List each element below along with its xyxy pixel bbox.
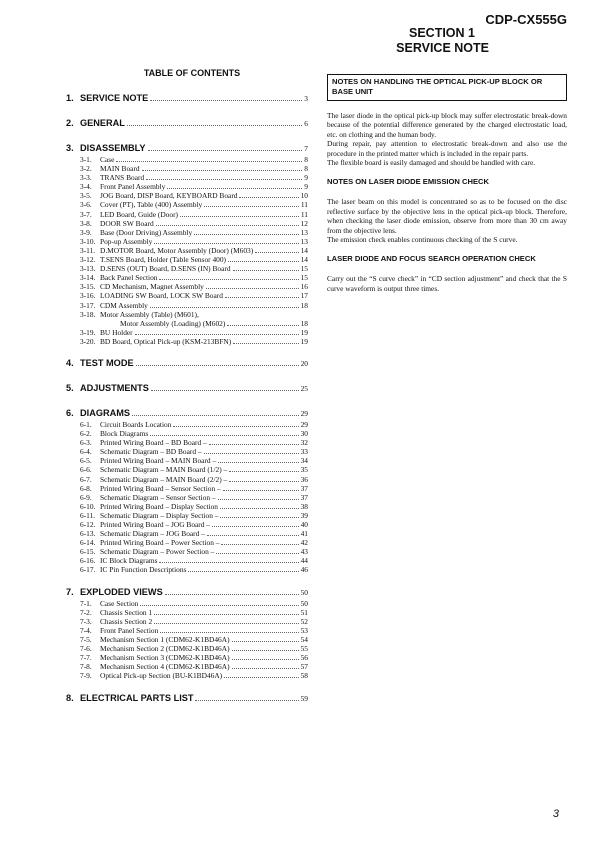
- toc-entry-page: 40: [300, 520, 308, 529]
- toc-leader-dots: [127, 125, 302, 126]
- toc-entry-page: 12: [300, 218, 308, 228]
- toc-entry-number: 3-20.: [80, 336, 96, 346]
- toc-entry-number: 7-3.: [80, 616, 92, 626]
- emission-paragraph: The laser beam on this model is concentrated so as to be focused on the disc reflective surface by the objective lens in the optical pick-up block. Therefore, when checking the laser diode emission, observe from more than 30 cm away from the objective lens.: [327, 197, 567, 235]
- toc-leader-dots: [146, 179, 302, 180]
- toc-leader-dots: [216, 553, 298, 554]
- toc-entry-number: 3-13.: [80, 264, 96, 274]
- toc-leader-dots: [206, 288, 299, 289]
- toc-entry[interactable]: [66, 484, 308, 493]
- toc-chapter-label: DIAGRAMS: [80, 407, 131, 418]
- toc-leader-dots: [218, 499, 299, 500]
- toc-entry-page: 11: [300, 200, 308, 210]
- toc-entry-label: D.MOTOR Board, Motor Assembly (Door) (M603): [100, 245, 254, 255]
- toc-list: [66, 93, 308, 705]
- toc-entry[interactable]: [66, 337, 308, 346]
- handling-paragraph: During repair, pay attention to electrostatic break-down and also use the procedure in the printed matter which is included in the repair parts.: [327, 139, 567, 158]
- toc-entry[interactable]: [66, 301, 308, 310]
- toc-entry-number: 3-19.: [80, 327, 96, 337]
- toc-entry-label: Chassis Section 2: [100, 616, 153, 626]
- toc-entry-page: 8: [304, 164, 308, 174]
- focus-search-heading: LASER DIODE AND FOCUS SEARCH OPERATION CHECK: [327, 254, 536, 264]
- toc-entry-label: Printed Wiring Board – Display Section: [100, 501, 219, 511]
- toc-entry[interactable]: [66, 475, 308, 484]
- toc-leader-dots: [239, 197, 298, 198]
- toc-entry-label: Motor Assembly (Loading) (M602): [120, 318, 226, 328]
- toc-entry-label: Mechanism Section 4 (CDM62-K1BD46A): [100, 662, 230, 672]
- toc-entry-label: LED Board, Guide (Door): [100, 209, 178, 219]
- toc-entry-number: 3-5.: [80, 191, 92, 201]
- toc-entry-number: 6-17.: [80, 565, 96, 575]
- toc-leader-dots: [228, 261, 299, 262]
- toc-entry-page: 16: [300, 282, 308, 292]
- toc-leader-dots: [218, 462, 298, 463]
- toc-leader-dots: [150, 307, 299, 308]
- toc-entry-label: Mechanism Section 3 (CDM62-K1BD46A): [100, 653, 230, 663]
- toc-chapter[interactable]: [66, 143, 308, 155]
- toc-entry-page: 17: [300, 291, 308, 301]
- section-number: SECTION 1: [409, 26, 475, 40]
- toc-entry-page: 37: [300, 483, 308, 493]
- toc-entry-page: 46: [300, 565, 308, 575]
- toc-entry-page: 15: [300, 273, 308, 283]
- toc-entry-page: 29: [300, 419, 308, 429]
- toc-leader-dots: [159, 562, 298, 563]
- toc-entry[interactable]: [66, 502, 308, 511]
- toc-entry-label: JOG Board, DISP Board, KEYBOARD Board: [100, 191, 238, 201]
- toc-entry[interactable]: [66, 319, 308, 328]
- toc-entry-page: 42: [300, 538, 308, 548]
- toc-leader-dots: [148, 150, 303, 151]
- toc-chapter[interactable]: [66, 693, 308, 705]
- toc-entry[interactable]: [66, 219, 308, 228]
- toc-entry[interactable]: [66, 438, 308, 447]
- toc-entry[interactable]: [66, 310, 308, 319]
- handling-paragraph: The flexible board is easily damaged and should be handled with care.: [327, 158, 536, 168]
- toc-entry-page: 19: [300, 327, 308, 337]
- toc-entry[interactable]: [66, 529, 308, 538]
- toc-entry[interactable]: [66, 420, 308, 429]
- toc-entry-page: 54: [300, 634, 308, 644]
- toc-entry-label: DOOR SW Board: [100, 218, 154, 228]
- toc-entry-number: 3-12.: [80, 255, 96, 265]
- toc-entry[interactable]: [66, 255, 308, 264]
- toc-entry-page: 56: [300, 653, 308, 663]
- toc-leader-dots: [229, 471, 298, 472]
- toc-leader-dots: [159, 279, 298, 280]
- toc-entry-page: 50: [300, 598, 308, 608]
- toc-entry-page: 53: [300, 625, 308, 635]
- toc-leader-dots: [207, 535, 299, 536]
- toc-entry-label: MAIN Board: [100, 164, 140, 174]
- toc-entry-page: 58: [300, 671, 308, 681]
- toc-entry[interactable]: [66, 456, 308, 465]
- toc-entry-label: Schematic Diagram – BD Board –: [100, 447, 202, 457]
- toc-entry-number: 6-1.: [80, 419, 92, 429]
- toc-entry-number: 3-11.: [80, 245, 96, 255]
- toc-entry-number: 3-8.: [80, 218, 92, 228]
- toc-leader-dots: [140, 605, 298, 606]
- toc-leader-dots: [232, 668, 299, 669]
- toc-entry-page: 9: [304, 182, 308, 192]
- toc-leader-dots: [150, 100, 302, 101]
- service-notes: [327, 74, 567, 293]
- toc-leader-dots: [150, 435, 298, 436]
- toc-leader-dots: [165, 594, 299, 595]
- toc-chapter-page: 29: [300, 408, 308, 418]
- toc-entry-number: 6-9.: [80, 492, 92, 502]
- toc-leader-dots: [255, 252, 298, 253]
- toc-leader-dots: [180, 216, 299, 217]
- toc-entry-number: 7-9.: [80, 671, 92, 681]
- toc-entry[interactable]: [66, 328, 308, 337]
- toc-entry[interactable]: [66, 264, 308, 273]
- toc-entry-number: 3-2.: [80, 164, 92, 174]
- toc-entry-number: 3-18.: [80, 309, 96, 319]
- toc-chapter-label: EXPLODED VIEWS: [80, 586, 163, 597]
- toc-leader-dots: [132, 415, 299, 416]
- toc-entry-number: 3-4.: [80, 182, 92, 192]
- toc-entry[interactable]: [66, 547, 308, 556]
- toc-leader-dots: [225, 297, 299, 298]
- toc-entry-number: 6-13.: [80, 529, 96, 539]
- toc-entry-label: CDM Assembly: [100, 300, 148, 310]
- toc-chapter-number: 8.: [66, 693, 74, 704]
- toc-leader-dots: [154, 243, 298, 244]
- toc-entry-page: 41: [300, 529, 308, 539]
- toc-entry-label: Mechanism Section 2 (CDM62-K1BD46A): [100, 644, 230, 654]
- toc-entry-number: 6-3.: [80, 438, 92, 448]
- toc-entry[interactable]: [66, 599, 308, 608]
- toc-entry-number: 3-1.: [80, 155, 92, 164]
- toc-entry[interactable]: [66, 626, 308, 635]
- toc-entry-page: 36: [300, 474, 308, 484]
- toc-entry-page: 14: [300, 255, 308, 265]
- toc-entry[interactable]: [66, 210, 308, 219]
- toc-entry-label: Printed Wiring Board – JOG Board –: [100, 520, 211, 529]
- toc-entry-label: Motor Assembly (Table) (M601),: [100, 309, 199, 319]
- toc-entry-number: 6-14.: [80, 538, 96, 548]
- toc-entry[interactable]: [66, 447, 308, 456]
- toc-leader-dots: [209, 444, 299, 445]
- toc-chapter-page: 6: [304, 119, 308, 128]
- toc-entry-page: 19: [300, 336, 308, 346]
- toc-leader-dots: [221, 544, 298, 545]
- toc-entry[interactable]: [66, 608, 308, 617]
- toc-chapter-page: 7: [304, 144, 308, 153]
- toc-entry-label: Front Panel Section: [100, 625, 159, 635]
- toc-entry-number: 3-15.: [80, 282, 96, 292]
- toc-leader-dots: [227, 325, 298, 326]
- toc-entry-page: 9: [304, 173, 308, 183]
- toc-entry[interactable]: [66, 282, 308, 291]
- toc-entry[interactable]: [66, 228, 308, 237]
- toc-entry[interactable]: [66, 164, 308, 173]
- toc-entry-label: Schematic Diagram – MAIN Board (2/2) –: [100, 474, 228, 484]
- toc-entry-page: 55: [300, 644, 308, 654]
- toc-entry-page: 51: [300, 607, 308, 617]
- toc-entry-page: 10: [300, 191, 308, 201]
- toc-entry[interactable]: [66, 273, 308, 282]
- toc-entry[interactable]: [66, 538, 308, 547]
- toc-entry-label: Printed Wiring Board – BD Board –: [100, 438, 207, 448]
- toc-entry[interactable]: [66, 617, 308, 626]
- toc-entry-number: 6-7.: [80, 474, 92, 484]
- model-number: CDP-CX555G: [485, 12, 567, 27]
- toc-entry-label: Pop-up Assembly: [100, 236, 153, 246]
- toc-leader-dots: [204, 453, 299, 454]
- toc-chapter-page: 3: [304, 94, 308, 103]
- toc-leader-dots: [229, 481, 298, 482]
- toc-leader-dots: [232, 641, 299, 642]
- page-number: 3: [552, 808, 559, 820]
- toc-leader-dots: [220, 517, 298, 518]
- toc-entry-page: 30: [300, 429, 308, 439]
- toc-leader-dots: [195, 700, 298, 701]
- toc-leader-dots: [154, 623, 298, 624]
- toc-entry-page: 39: [300, 510, 308, 520]
- toc-leader-dots: [151, 390, 299, 391]
- toc-chapter[interactable]: [66, 587, 308, 599]
- toc-chapter-number: 2.: [66, 118, 74, 128]
- toc-entry[interactable]: [66, 246, 308, 255]
- toc-entry-number: 3-9.: [80, 227, 92, 237]
- toc-chapter-number: 5.: [66, 382, 74, 393]
- toc-entry-label: Schematic Diagram – Sensor Section –: [100, 492, 216, 502]
- toc-entry-number: 6-4.: [80, 447, 92, 457]
- toc-leader-dots: [223, 490, 299, 491]
- toc-entry-number: 6-6.: [80, 465, 92, 475]
- toc-leader-dots: [232, 659, 299, 660]
- toc-entry-number: 6-16.: [80, 556, 96, 566]
- emission-check-heading: NOTES ON LASER DIODE EMISSION CHECK: [327, 177, 490, 187]
- emission-paragraph: The emission check enables continuous checking of the S curve.: [327, 235, 518, 245]
- toc-leader-dots: [160, 632, 298, 633]
- toc-title: TABLE OF CONTENTS: [143, 68, 241, 78]
- toc-leader-dots: [116, 161, 302, 162]
- toc-entry-label: Schematic Diagram – MAIN Board (1/2) –: [100, 465, 228, 475]
- toc-leader-dots: [204, 206, 299, 207]
- toc-entry-page: 8: [304, 155, 308, 164]
- toc-entry-label: Case: [100, 155, 115, 164]
- toc-entry-number: 6-5.: [80, 456, 92, 466]
- toc-leader-dots: [233, 270, 299, 271]
- section-title: SERVICE NOTE: [396, 41, 489, 55]
- toc-entry-label: Schematic Diagram – Display Section –: [100, 510, 219, 520]
- toc-leader-dots: [135, 334, 299, 335]
- toc-entry-page: 52: [300, 616, 308, 626]
- toc-entry-page: 11: [300, 209, 308, 219]
- toc-entry-number: 3-16.: [80, 291, 96, 301]
- toc-entry-page: 15: [300, 264, 308, 274]
- toc-chapter-number: 6.: [66, 407, 74, 418]
- toc-entry-number: 6-12.: [80, 520, 96, 529]
- toc-entry-label: IC Pin Function Descriptions: [100, 565, 187, 575]
- toc-entry-label: Back Panel Section: [100, 273, 158, 283]
- toc-entry-page: 38: [300, 501, 308, 511]
- toc-leader-dots: [194, 234, 298, 235]
- toc-entry-number: 7-1.: [80, 598, 92, 608]
- toc-entry-number: 6-2.: [80, 429, 92, 439]
- toc-entry-number: 7-4.: [80, 625, 92, 635]
- toc-entry-page: 44: [300, 556, 308, 566]
- toc-entry-page: 14: [300, 245, 308, 255]
- toc-entry-label: Front Panel Assembly: [100, 182, 166, 192]
- toc-entry-page: 13: [300, 227, 308, 237]
- toc-entry[interactable]: [66, 565, 308, 574]
- toc-entry[interactable]: [66, 653, 308, 662]
- focus-search-paragraph: Carry out the “S curve check” in “CD section adjustment” and check that the S curve waveform is output three times.: [327, 274, 567, 293]
- toc-entry[interactable]: [66, 237, 308, 246]
- toc-entry-page: 34: [300, 456, 308, 466]
- toc-leader-dots: [188, 571, 298, 572]
- toc-entry-label: IC Block Diagrams: [100, 556, 158, 566]
- toc-entry-label: BD Board, Optical Pick-up (KSM-213BFN): [100, 336, 232, 346]
- toc-entry-label: Block Diagrams: [100, 429, 149, 439]
- toc-chapter[interactable]: [66, 408, 308, 420]
- table-of-contents: [66, 68, 308, 705]
- toc-leader-dots: [154, 614, 298, 615]
- toc-entry-label: Printed Wiring Board – MAIN Board –: [100, 456, 217, 466]
- toc-entry-label: Circuit Boards Location: [100, 419, 172, 429]
- toc-entry-number: 3-6.: [80, 200, 92, 210]
- toc-entry[interactable]: [66, 635, 308, 644]
- toc-entry-label: D.SENS (OUT) Board, D.SENS (IN) Board: [100, 264, 231, 274]
- toc-entry[interactable]: [66, 182, 308, 191]
- toc-entry-label: Printed Wiring Board – Power Section –: [100, 538, 220, 548]
- toc-leader-dots: [142, 170, 303, 171]
- toc-chapter-page: 20: [300, 358, 308, 368]
- toc-chapter-number: 4.: [66, 357, 74, 368]
- toc-chapter[interactable]: [66, 93, 308, 105]
- handling-notes-heading: NOTES ON HANDLING THE OPTICAL PICK-UP BLOCK OR BASE UNIT: [327, 74, 567, 101]
- toc-entry-number: 7-6.: [80, 644, 92, 654]
- toc-entry-page: 33: [300, 447, 308, 457]
- toc-entry-number: 7-2.: [80, 607, 92, 617]
- toc-entry[interactable]: [66, 200, 308, 209]
- toc-entry-label: T.SENS Board, Holder (Table Sensor 400): [100, 255, 226, 265]
- toc-entry[interactable]: [66, 644, 308, 653]
- toc-leader-dots: [220, 508, 299, 509]
- toc-entry-label: Case Section: [100, 598, 139, 608]
- toc-entry-page: 18: [300, 300, 308, 310]
- toc-entry-label: Base (Door Driving) Assembly: [100, 227, 193, 237]
- toc-entry[interactable]: [66, 429, 308, 438]
- toc-entry-number: 7-7.: [80, 653, 92, 663]
- toc-entry-page: 57: [300, 662, 308, 672]
- toc-chapter[interactable]: [66, 118, 308, 130]
- toc-leader-dots: [167, 188, 302, 189]
- toc-entry[interactable]: [66, 173, 308, 182]
- toc-entry-label: TRANS Board: [100, 173, 145, 183]
- toc-leader-dots: [232, 650, 299, 651]
- toc-chapter[interactable]: [66, 358, 308, 370]
- toc-entry[interactable]: [66, 493, 308, 502]
- toc-entry-label: LOADING SW Board, LOCK SW Board: [100, 291, 223, 301]
- toc-entry-number: 3-14.: [80, 273, 96, 283]
- toc-entry[interactable]: [66, 465, 308, 474]
- toc-entry-number: 6-8.: [80, 483, 92, 493]
- toc-entry-page: 18: [300, 318, 308, 328]
- toc-leader-dots: [136, 365, 299, 366]
- toc-entry-number: 3-3.: [80, 173, 92, 183]
- toc-chapter-label: GENERAL: [80, 118, 125, 128]
- toc-leader-dots: [233, 343, 298, 344]
- toc-chapter-label: DISASSEMBLY: [80, 143, 146, 153]
- toc-entry[interactable]: [66, 511, 308, 520]
- toc-entry-number: 6-10.: [80, 501, 96, 511]
- toc-chapter-page: 59: [300, 694, 308, 704]
- toc-chapter-number: 3.: [66, 143, 74, 153]
- toc-entry-number: 3-7.: [80, 209, 92, 219]
- toc-entry-page: 35: [300, 465, 308, 475]
- toc-entry-page: 32: [300, 438, 308, 448]
- toc-chapter-label: TEST MODE: [80, 357, 134, 368]
- toc-entry-label: BU Holder: [100, 327, 133, 337]
- toc-chapter-label: ADJUSTMENTS: [80, 382, 149, 393]
- toc-chapter-label: ELECTRICAL PARTS LIST: [80, 693, 194, 704]
- toc-chapter-number: 7.: [66, 586, 74, 597]
- toc-chapter-label: SERVICE NOTE: [80, 93, 149, 103]
- toc-chapter-page: 50: [300, 587, 308, 597]
- toc-entry[interactable]: [66, 191, 308, 200]
- toc-entry-page: 43: [300, 547, 308, 557]
- toc-entry-label: Printed Wiring Board – Sensor Section –: [100, 483, 221, 493]
- toc-entry-label: CD Mechanism, Magnet Assembly: [100, 282, 204, 292]
- toc-entry-label: Cover (PT), Table (400) Assembly: [100, 200, 203, 210]
- toc-entry[interactable]: [66, 155, 308, 164]
- toc-chapter-page: 25: [300, 383, 308, 393]
- toc-chapter[interactable]: [66, 383, 308, 395]
- toc-entry-number: 3-10.: [80, 236, 96, 246]
- toc-entry-number: 3-17.: [80, 300, 96, 310]
- toc-leader-dots: [156, 225, 299, 226]
- toc-entry-page: 37: [300, 492, 308, 502]
- toc-entry-label: Schematic Diagram – JOG Board –: [100, 529, 205, 539]
- toc-entry[interactable]: [66, 671, 308, 680]
- toc-chapter-number: 1.: [66, 93, 74, 103]
- toc-entry-number: 7-8.: [80, 662, 92, 672]
- toc-leader-dots: [173, 426, 298, 427]
- handling-paragraph: The laser diode in the optical pick-up block may suffer electrostatic break-down because of the potential difference generated by the charged electrostatic load, etc. on clothing and the human body.: [327, 111, 567, 139]
- toc-entry[interactable]: [66, 556, 308, 565]
- toc-entry[interactable]: [66, 662, 308, 671]
- toc-entry-label: Mechanism Section 1 (CDM62-K1BD46A): [100, 634, 230, 644]
- toc-entry-label: Optical Pick-up Section (BU-K1BD46A): [100, 671, 223, 681]
- toc-entry[interactable]: [66, 291, 308, 300]
- toc-entry-label: Chassis Section 1: [100, 607, 153, 617]
- toc-entry-label: Schematic Diagram – Power Section –: [100, 547, 215, 557]
- toc-entry-number: 6-15.: [80, 547, 96, 557]
- toc-entry-number: 7-5.: [80, 634, 92, 644]
- toc-leader-dots: [212, 526, 299, 527]
- toc-entry[interactable]: [66, 520, 308, 529]
- toc-leader-dots: [224, 677, 298, 678]
- toc-entry-page: 13: [300, 236, 308, 246]
- toc-entry-number: 6-11.: [80, 510, 96, 520]
